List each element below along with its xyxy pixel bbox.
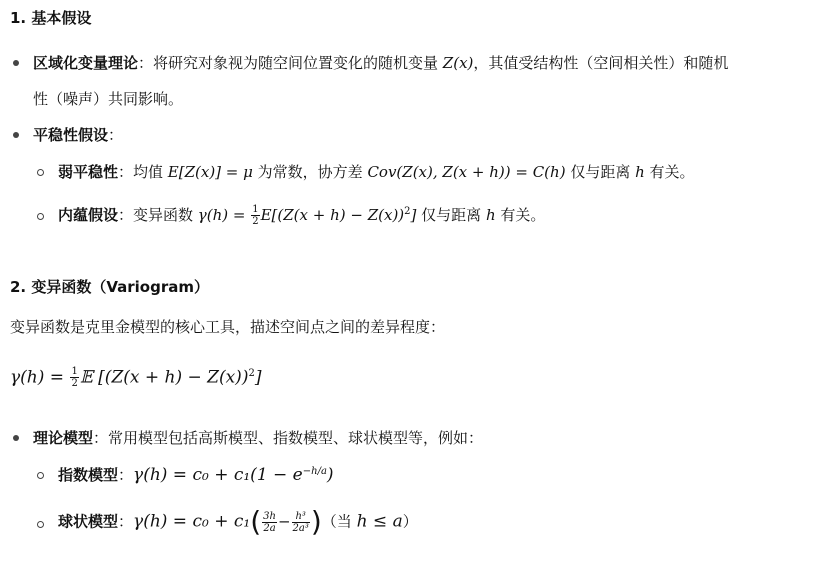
fraction [251,204,259,227]
fraction-denominator: 2 [252,216,259,227]
fraction-numerator: h³ [292,511,310,523]
item-text: ： [108,126,124,144]
sub-bullet-icon [37,213,44,220]
math-expression: E[Z(x)] = μ [167,163,253,181]
math-expression: 𝔼 [(Z(x + h) − Z(x)) [79,367,249,388]
superscript: 2 [248,367,255,379]
sub-list-item [58,204,545,227]
math-expression: Z(x) [442,54,474,72]
list-item [33,52,728,73]
fraction-numerator: 1 [252,204,259,215]
sub-list-item [58,161,695,182]
math-expression: γ(h) = [10,367,70,388]
paragraph: 变异函数是克里金模型的核心工具，描述空间点之间的差异程度： [10,318,446,336]
list-item [33,427,483,448]
item-label: 理论模型 [33,429,94,447]
item-text: 仅与距离 [416,206,486,224]
item-text: ： [118,512,134,531]
fraction-denominator: 2a [263,522,276,534]
sub-list-item [58,505,418,538]
item-text: ） [402,512,418,531]
item-text: ：均值 [118,163,168,181]
superscript: 2 [404,206,411,217]
fraction-numerator: 3h [263,510,276,522]
fraction-denominator: 2 [71,378,78,389]
fraction-denominator: 2a³ [292,522,309,534]
math-expression: h [635,163,645,181]
section-title: 1. 基本假设 [10,9,92,27]
display-formula [10,366,261,389]
item-label: 球状模型 [58,512,119,531]
math-expression: ) [326,465,334,485]
sub-list-item [58,464,334,485]
bullet-icon [13,435,19,441]
item-text-continuation: 性（噪声）共同影响。 [33,90,184,108]
math-expression: γ(h) = c₀ + c₁(1 − e [133,465,303,485]
sub-bullet-icon [37,169,44,176]
left-paren: ( [250,505,262,538]
math-expression: γ(h) = [197,206,251,224]
math-expression: E[(Z(x + h) − Z(x)) [260,206,405,224]
item-label: 平稳性假设 [33,126,109,144]
item-text: ：变异函数 [118,206,198,224]
right-paren: ) [310,505,322,538]
section-title: 2. 变异函数（Variogram） [10,278,209,296]
item-label: 区域化变量理论 [33,54,139,72]
math-expression: h [485,206,496,224]
sub-bullet-icon [37,521,44,528]
item-text: 为常数，协方差 [252,163,368,181]
item-text: ：常用模型包括高斯模型、指数模型、球状模型等，例如： [93,429,484,447]
item-text: ：将研究对象视为随空间位置变化的随机变量 [138,54,443,72]
item-text: ： [118,466,134,484]
item-text: 仅与距离 [565,163,636,181]
bullet-icon [13,132,19,138]
item-text: 有关。 [495,206,546,224]
math-expression: Cov(Z(x), Z(x + h)) = C(h) [367,163,566,181]
bullet-icon [13,60,19,66]
math-operator: − [277,512,291,531]
item-text: ，其值受结构性（空间相关性）和随机 [473,54,729,72]
fraction [292,511,310,534]
math-expression: h ≤ a [356,511,403,532]
math-expression: ] [254,367,262,388]
fraction [262,511,277,534]
item-text: （当 [321,512,357,531]
fraction-numerator: 1 [71,366,78,377]
item-label: 弱平稳性 [58,163,119,181]
math-expression: γ(h) = c₀ + c₁ [133,511,251,532]
math-expression: ] [410,206,417,224]
fraction [70,366,78,389]
item-label: 内蕴假设 [58,206,119,224]
item-text: 有关。 [644,163,695,181]
list-item [33,124,123,145]
sub-bullet-icon [37,472,44,479]
superscript: −h/a [302,466,327,477]
item-label: 指数模型 [58,466,119,484]
